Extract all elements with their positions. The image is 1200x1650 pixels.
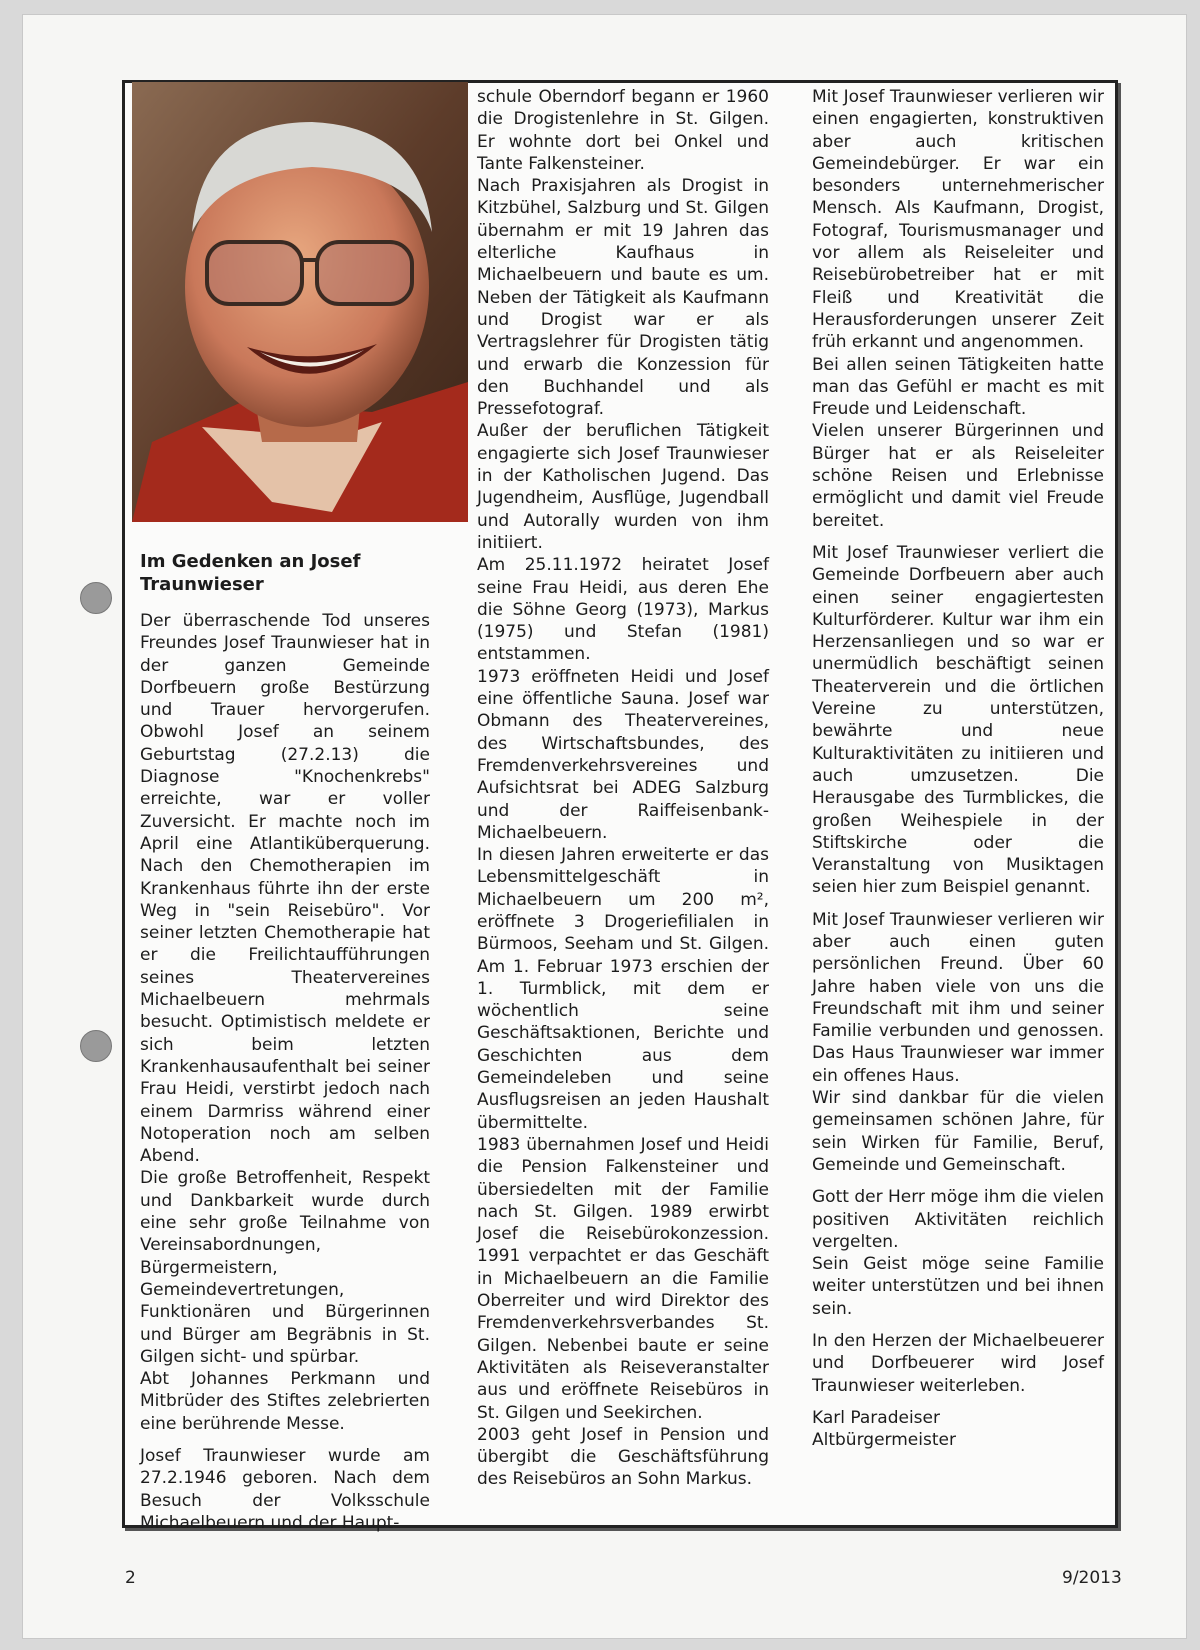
portrait-image [132, 82, 468, 522]
paragraph: In den Herzen der Michaelbeuerer und Dorfbeuerer wird Josef Traunwieser weiterleben. [812, 1331, 1104, 1396]
paragraph: Bei allen seinen Tätigkeiten hatte man das Gefühl er macht es mit Freude und Leidenschaft. [812, 354, 1104, 420]
signature-name: Karl Paradeiser [812, 1407, 940, 1428]
paragraph: Mit Josef Traunwieser verlieren wir aber auch einen guten persönlichen Freund. Über 60 Jahre haben viele von uns die Freundschaft mit ihm und seiner Familie verbunden und genossen. Das Haus Traunwieser war immer ein offenes Haus. [812, 909, 1104, 1086]
paragraph: Gott der Herr möge ihm die vielen positiven Aktivitäten reichlich vergelten. [812, 1187, 1104, 1252]
paragraph: Mit Josef Traunwieser verlieren wir einen engagierten, konstruktiven aber auch kritischen Gemeindebürger. Er war ein besonders unternehmerischer Mensch. Als Kaufmann, Drogist, Fotograf, Tourismusmanager und vor allem als Reiseleiter und Reisebürobetreiber hat er mit Fleiß und Kreativität die Herausforderungen unserer Zeit früh erkannt und angenommen. [812, 87, 1104, 353]
article-column-2 [477, 86, 769, 1491]
paragraph: Sein Geist möge seine Familie weiter unterstützen und bei ihnen sein. [812, 1254, 1104, 1319]
paragraph: Abt Johannes Perkmann und Mitbrüder des Stiftes zelebrierten eine berührende Messe. [140, 1369, 430, 1434]
signature [812, 1407, 1104, 1452]
issue-date: 9/2013 [1062, 1568, 1122, 1588]
paragraph: Wir sind dankbar für die vielen gemeinsamen schönen Jahre, für sein Wirken für Familie, Beruf, Gemeinde und Gemeinschaft. [812, 1088, 1104, 1175]
article-column-1 [140, 82, 430, 1534]
paragraph: Außer der beruflichen Tätigkeit engagierte sich Josef Traunwieser in der Katholischen Jugend. Das Jugendheim, Ausflüge, Jugendball und Autorally wurden von ihm initiiert. [477, 421, 769, 553]
article-column-3 [812, 86, 1104, 1452]
punch-hole [80, 1030, 112, 1062]
paragraph: 1983 übernahmen Josef und Heidi die Pension Falkensteiner und übersiedelten mit der Familie nach St. Gilgen. 1989 erwirbt Josef die Reisebürokonzession. 1991 verpachtet er das Geschäft in Michaelbeuern an die Familie Oberreiter und wird Direktor des Fremdenverkehrsverbandes St. Gilgen. Nebenbei baute er seine Aktivitäten als Reiseveranstalter aus und eröffnete Reisebüros in St. Gilgen und Seekirchen. [477, 1134, 769, 1423]
paragraph: Die große Betroffenheit, Respekt und Dankbarkeit wurde durch eine sehr große Teilnahme von Vereinsabordnungen, Bürgermeistern, Gemeindevertretungen, Funktionären und Bürgerinnen und Bürger am Begräbnis in St. Gilgen sicht- und spürbar. [140, 1168, 430, 1367]
punch-hole [80, 582, 112, 614]
paragraph: Mit Josef Traunwieser verliert die Gemeinde Dorfbeuern aber auch einen seiner engagiertesten Kulturförderer. Kultur war ihm ein Herzensanliegen und so war er unermüdlich beschäftigt seinen Theaterverein und die örtlichen Vereine zu unterstützen, bewährte und neue Kulturaktivitäten zu initiieren und auch umzusetzen. Die Herausgabe des Turmblickes, die großen Weihespiele in der Stiftskirche oder die Veranstaltung von Musiktagen seien hier zum Beispiel genannt. [812, 542, 1104, 898]
signature-title: Altbürgermeister [812, 1430, 956, 1451]
paragraph: Josef Traunwieser wurde am 27.2.1946 geboren. Nach dem Besuch der Volksschule Michaelbeuern und der Haupt- [140, 1445, 430, 1533]
paragraph: Nach Praxisjahren als Drogist in Kitzbühel, Salzburg und St. Gilgen übernahm er mit 19 Jahren das elterliche Kaufhaus in Michaelbeuern und baute es um. Neben der Tätigkeit als Kaufmann und Drogist war er als Vertragslehrer für Drogisten tätig und erwarb die Konzession für den Buchhandel und als Pressefotograf. [477, 176, 769, 420]
paragraph: Der überraschende Tod unseres Freundes Josef Traunwieser hat in der ganzen Gemeinde Dorfbeuern große Bestürzung und Trauer hervorgerufen. Obwohl Josef an seinem Geburtstag (27.2.13) die Diagnose "Knochenkrebs" erreichte, war er voller Zuversicht. Er machte noch im April eine Atlantiküberquerung. Nach den Chemotherapien im Krankenhaus führte ihn der erste Weg in "sein Reisebüro". Vor seiner letzten Chemotherapie hat er die Freilichtaufführungen seines Theatervereines Michaelbeuern mehrmals besucht. Optimistisch meldete er sich beim letzten Krankenhausaufenthalt bei seiner Frau Heidi, verstirbt jedoch nach einem Darmriss während einer Notoperation noch am selben Abend. [140, 611, 430, 1167]
page-number: 2 [125, 1568, 136, 1588]
paragraph: 1973 eröffneten Heidi und Josef eine öffentliche Sauna. Josef war Obmann des Theatervereines, des Wirtschaftsbundes, des Fremdenverkehrsvereines und Aufsichtsrat bei ADEG Salzburg und der Raiffeisenbank-Michaelbeuern. [477, 666, 769, 843]
article-headline: Im Gedenken an Josef Traunwieser [140, 551, 361, 595]
paragraph: Vielen unserer Bürgerinnen und Bürger hat er als Reiseleiter schöne Reisen und Erlebnisse ermöglicht und damit viel Freude bereitet. [812, 421, 1104, 531]
paragraph: schule Oberndorf begann er 1960 die Drogistenlehre in St. Gilgen. Er wohnte dort bei Onkel und Tante Falkensteiner. [477, 87, 769, 174]
paragraph: Am 25.11.1972 heiratet Josef seine Frau Heidi, aus deren Ehe die Söhne Georg (1973), Markus (1975) und Stefan (1981) entstammen. [477, 555, 769, 665]
paragraph: In diesen Jahren erweiterte er das Lebensmittelgeschäft in Michaelbeuern um 200 m², eröffnete 3 Drogeriefilialen in Bürmoos, Seeham und St. Gilgen. Am 1. Februar 1973 erschien der 1. Turmblick, mit dem er wöchentlich seine Geschäftsaktionen, Berichte und Geschichten aus dem Gemeindeleben und seine Ausflugsreisen an jeden Haushalt übermittelte. [477, 845, 769, 1133]
portrait-photo [132, 82, 468, 522]
paragraph: 2003 geht Josef in Pension und übergibt die Geschäftsführung des Reisebüros an Sohn Markus. [477, 1424, 769, 1490]
